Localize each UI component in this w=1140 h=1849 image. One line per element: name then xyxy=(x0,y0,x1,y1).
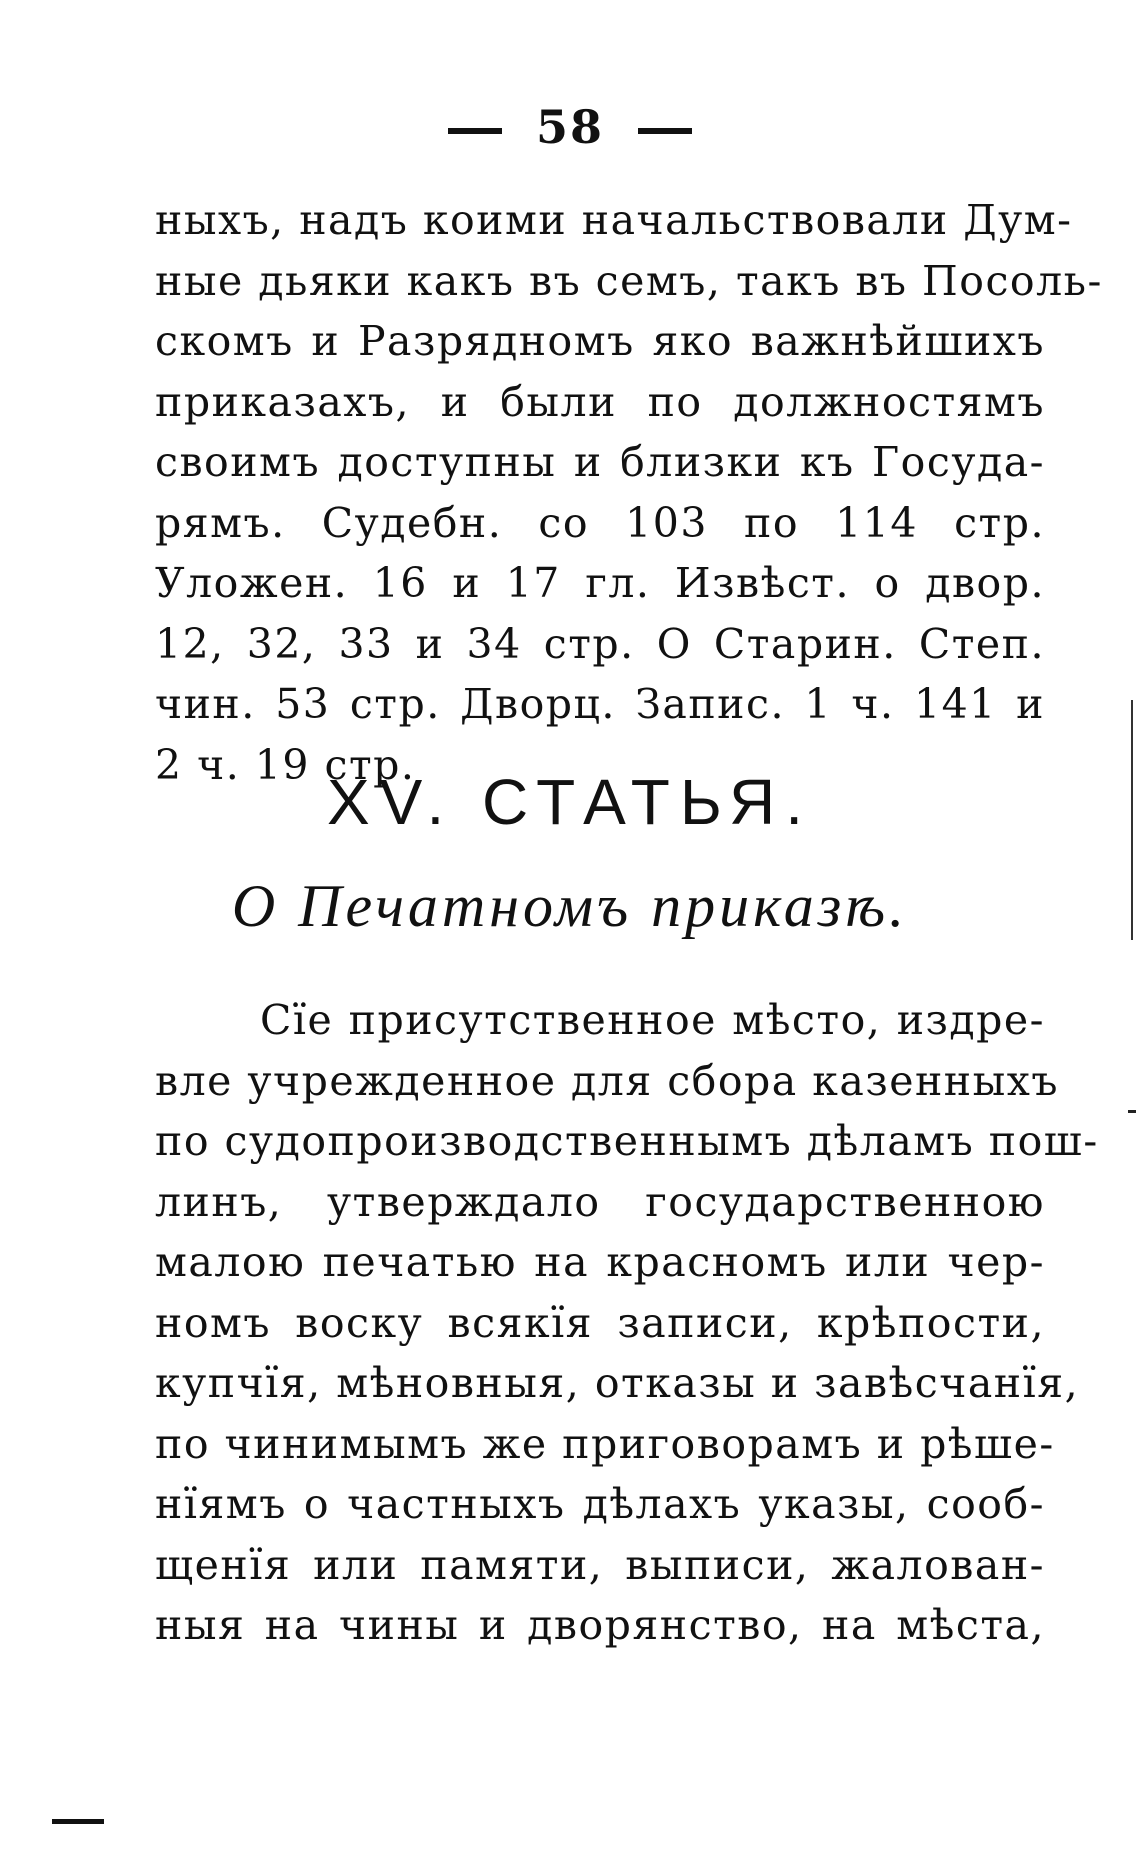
page-number: 58 xyxy=(535,100,604,154)
text-line: нїямъ о частныхъ дѣлахъ указы, сооб- xyxy=(155,1480,1045,1528)
section-heading: XV. СТАТЬЯ. xyxy=(326,766,814,838)
text-line: скомъ и Разрядномъ яко важнѣйшихъ xyxy=(155,317,1045,365)
text-line: щенїя или памяти, выписи, жалован- xyxy=(155,1540,1045,1589)
text-line: Сїе присутственное мѣсто, издре- xyxy=(260,996,1045,1044)
text-line: номъ воску всякїя записи, крѣпости, xyxy=(155,1298,1045,1347)
right-edge-speck xyxy=(1131,700,1133,940)
left-dash xyxy=(448,128,502,134)
text-line: ныхъ, надъ коими начальствовали Дум- xyxy=(155,196,1073,244)
page-number-header xyxy=(0,100,1140,154)
text-line: 12, 32, 33 и 34 стр. О Старин. Степ. xyxy=(155,619,1045,668)
text-line: малою печатью на красномъ или чер- xyxy=(155,1238,1045,1286)
right-edge-speck xyxy=(1128,1110,1136,1113)
text-line: линъ, утверждало государственною xyxy=(155,1177,1045,1226)
text-line: приказахъ, и были по должностямъ xyxy=(155,377,1045,426)
text-line: Уложен. 16 и 17 гл. Извѣст. о двор. xyxy=(155,559,1045,607)
text-line: своимъ доступны и близки къ Госуда- xyxy=(155,438,1045,486)
right-dash xyxy=(638,128,692,134)
text-line: ныя на чины и дворянство, на мѣста, xyxy=(155,1601,1045,1649)
text-line: по судопроизводственнымъ дѣламъ пош- xyxy=(155,1117,1099,1165)
continued-paragraph xyxy=(155,190,1103,795)
text-line: купчїя, мѣновныя, отказы и завѣсчанїя, xyxy=(155,1359,1080,1407)
text-line: рямъ. Судебн. со 103 по 114 стр. xyxy=(155,498,1045,547)
text-line: ные дьяки какъ въ семъ, такъ въ Посоль- xyxy=(155,256,1103,305)
margin-dash-mark xyxy=(52,1819,104,1824)
text-line: 2 ч. 19 стр. xyxy=(155,740,416,789)
text-line: по чинимымъ же приговорамъ и рѣше- xyxy=(155,1419,1055,1468)
section-subheading: О Печатномъ приказѣ. xyxy=(231,873,909,939)
body-paragraph xyxy=(155,990,1099,1656)
text-line: вле учрежденное для сбора казенныхъ xyxy=(155,1056,1059,1105)
text-line: чин. 53 стр. Дворц. Запис. 1 ч. 141 и xyxy=(155,680,1045,728)
